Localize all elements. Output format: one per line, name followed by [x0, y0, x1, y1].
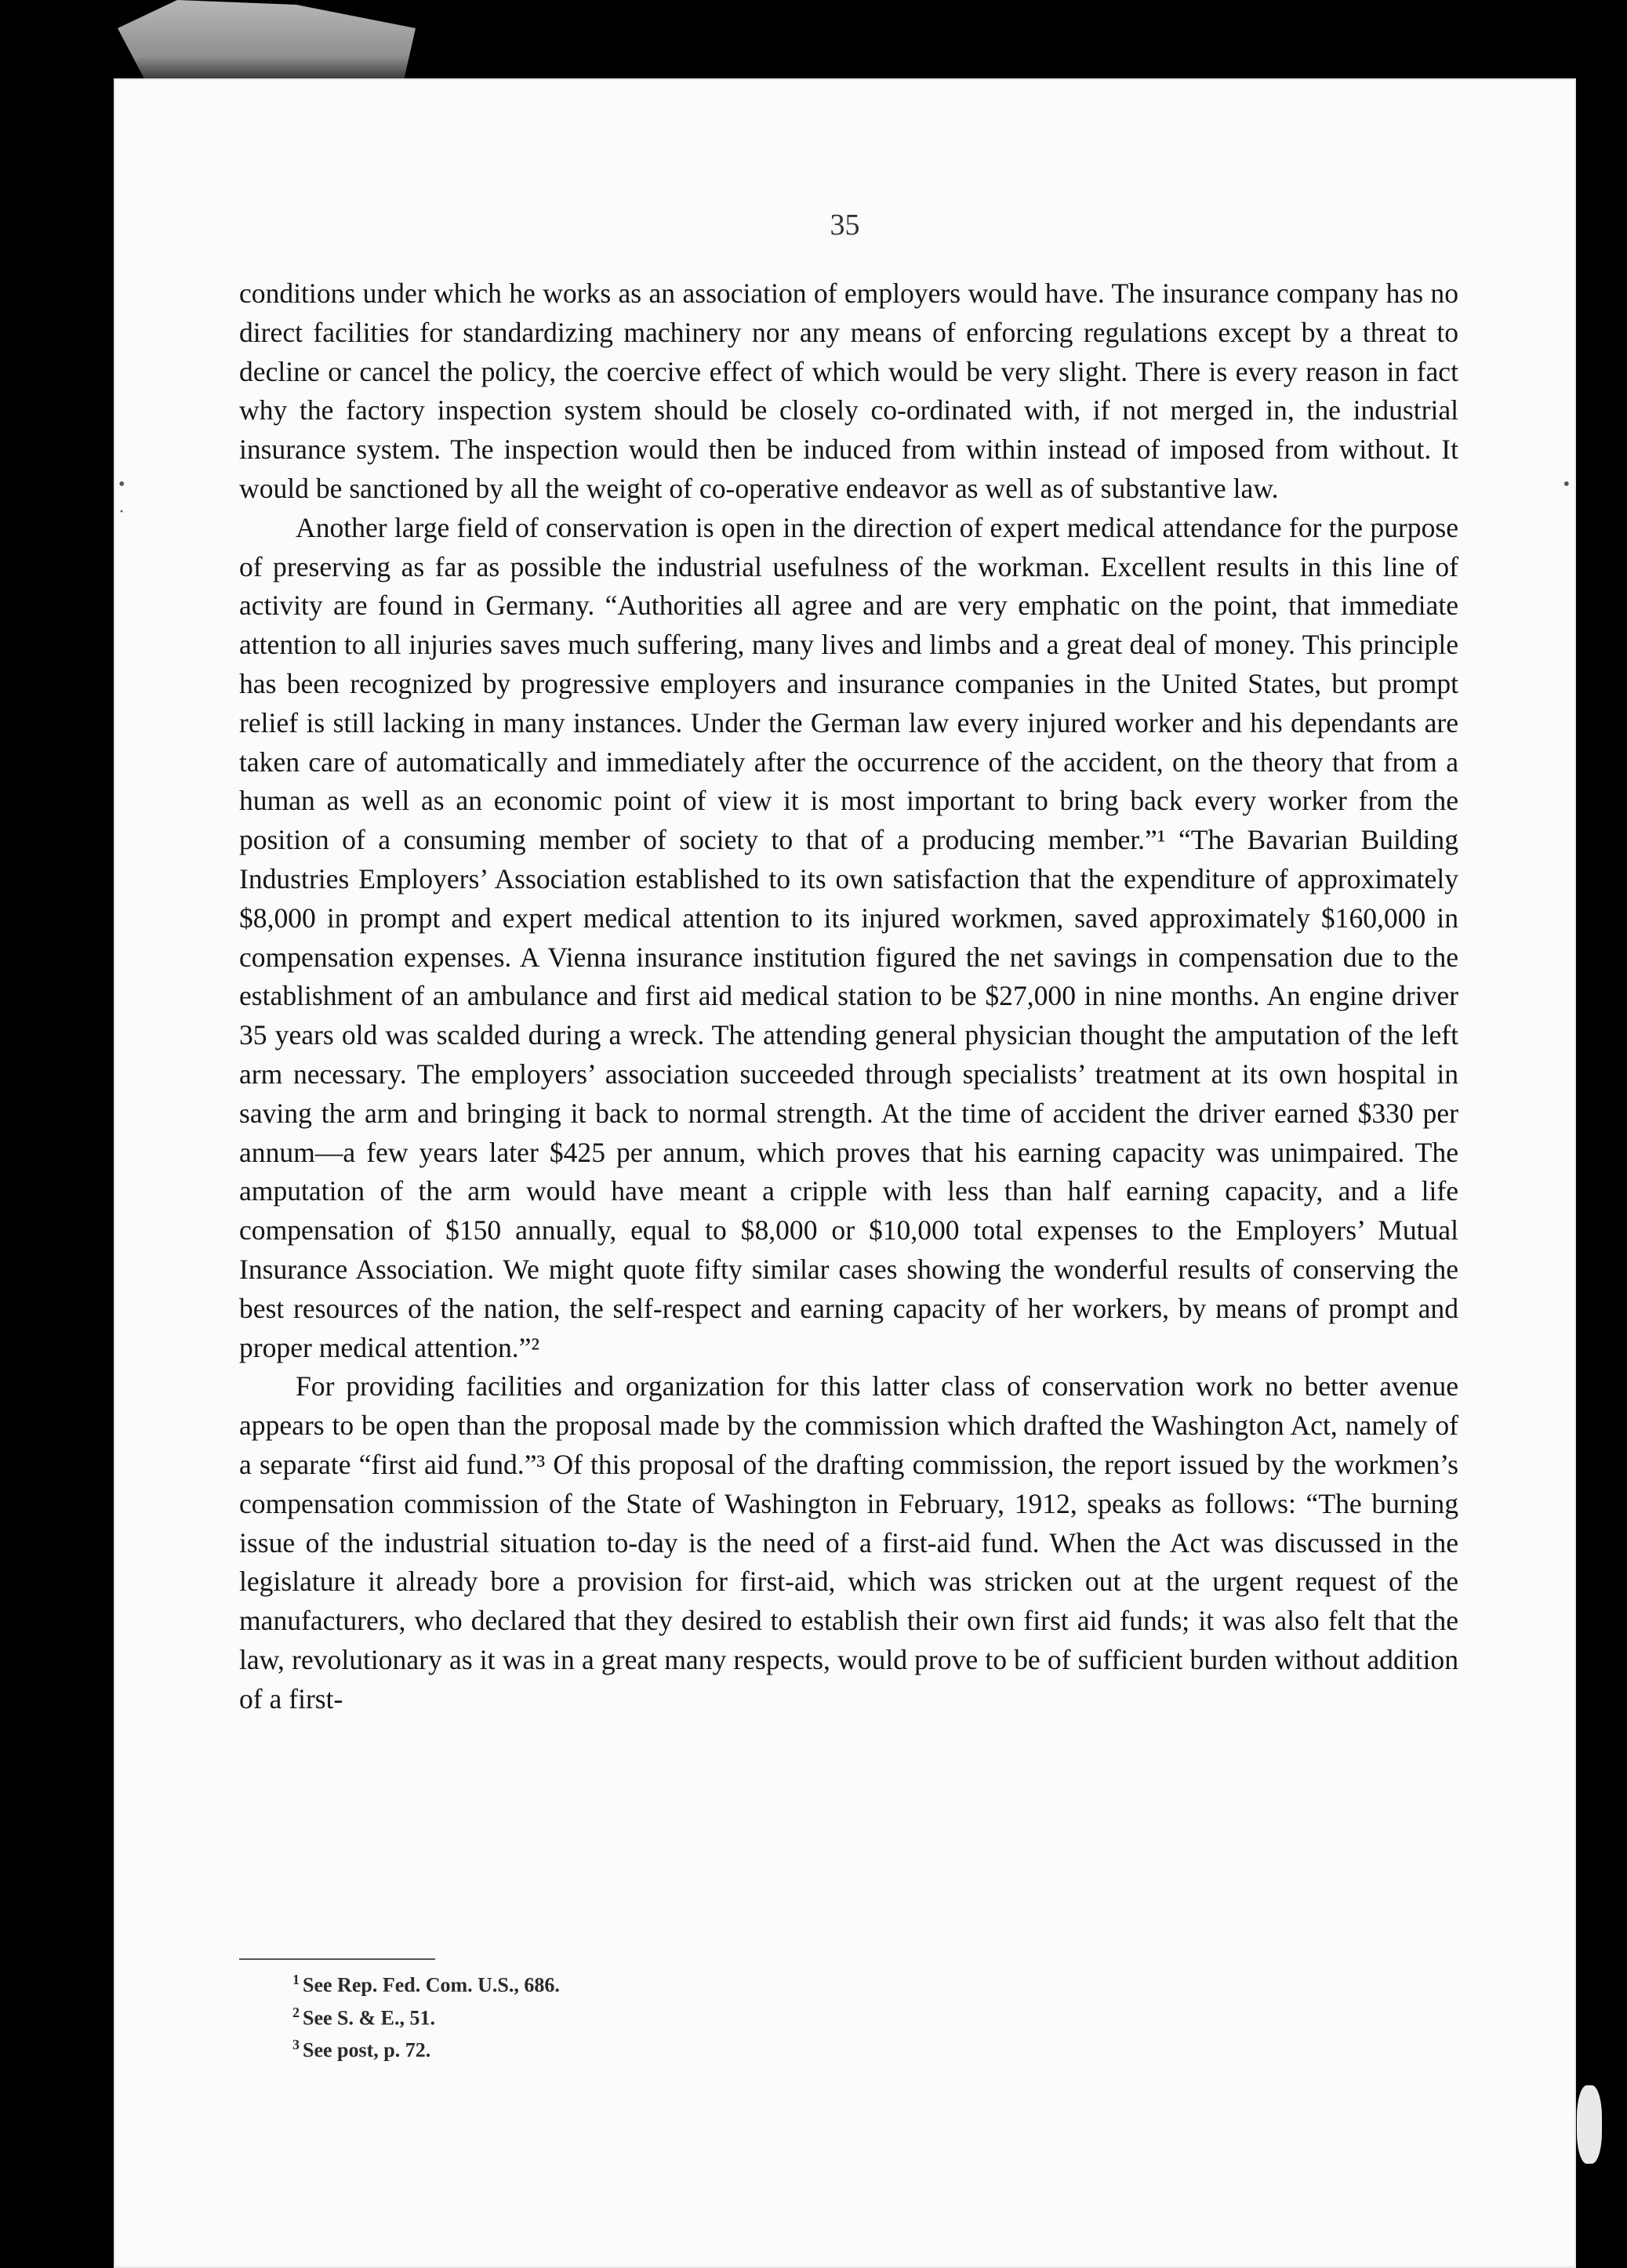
footnote-text: See S. & E., 51.: [303, 2006, 435, 2030]
footnote-1: [292, 1966, 560, 1999]
margin-mark: ·: [118, 502, 125, 522]
footnote-mark: 3: [292, 2037, 300, 2053]
margin-mark: •: [1563, 474, 1570, 495]
footnote-text: See Rep. Fed. Com. U.S., 686.: [303, 1973, 560, 1997]
paragraph-medical-attendance: Another large field of conservation is open in the direction of expert medical attendance for the purpose of preserving as far as possible the industrial usefulness of the workman. Excellent results in this line of activity are found in Germany. “Authorities all agree and are very emphatic on the point, that immediate attention to all injuries saves much suffering, many lives and limbs and a great deal of money. This principle has been recognized by progressive employers and insurance companies in the United States, but prompt relief is still lacking in many instances. Under the German law every injured worker and his dependants are taken care of automatically and immediately after the occurrence of the accident, on the theory that from a human as well as an economic point of view it is most important to bring back every worker from the position of a consuming member of society to that of a producing member.”¹ “The Bavarian Building Industries Employers’ Association established to its own satisfaction that the expenditure of approximately $8,000 in prompt and expert medical attention to its injured workmen, saved approximately $160,000 in compensation expenses. A Vienna insurance institution figured the net savings in compensation due to the establishment of an ambulance and first aid medical station to be $27,000 in nine months. An engine driver 35 years old was scalded during a wreck. The attending general physician thought the amputation of the left arm necessary. The employers’ association succeeded through specialists’ treatment at its own hospital in saving the arm and bringing it back to normal strength. At the time of accident the driver earned $330 per annum—a few years later $425 per annum, which proves that his earning capacity was unimpaired. The amputation of the arm would have meant a cripple with less than half earning capacity, and a life compensation of $150 annually, equal to $8,000 or $10,000 total expenses to the Employers’ Mutual Insurance Association. We might quote fifty similar cases showing the wonderful results of conserving the best resources of the nation, the self-respect and earning capacity of her workers, by means of prompt and proper medical attention.”²: [239, 511, 1458, 1363]
footnote-mark: 1: [292, 1972, 300, 1987]
book-page: [114, 78, 1576, 2268]
paragraph-first-aid-fund: For providing facilities and organization for this latter class of conservation work no better avenue appears to be open than the proposal made by the commission which drafted the Washington Act, namely of a separate “first aid fund.”³ Of this proposal of the drafting commission, the report issued by the workmen’s compensation commission of the State of Washington in February, 1912, speaks as follows: “The burning issue of the industrial situation to-day is the need of a first-aid fund. When the Act was discussed in the legislature it already bore a provision for first-aid, which was stricken out at the urgent request of the manufacturers, who declared that they desired to establish their own first aid funds; it was also felt that the law, revolutionary as it was in a great many respects, would prove to be of sufficient burden without addition of a first-: [239, 1370, 1458, 1715]
footnote-2: [292, 1999, 560, 2032]
body-text: [239, 274, 1458, 1718]
footnote-divider: [239, 1958, 435, 1960]
footnote-3: [292, 2031, 560, 2064]
scan-artifact: [1577, 2085, 1602, 2164]
margin-mark: •: [118, 474, 125, 495]
footnote-text: See post, p. 72.: [303, 2038, 431, 2062]
page-number: 35: [830, 209, 860, 241]
paragraph-continuation: conditions under which he works as an association of employers would have. The insurance company has no direct facilities for standardizing machinery nor any means of enforcing regulations except by a threat to decline or cancel the policy, the coercive effect of which would be very slight. There is every reason in fact why the factory inspection system should be closely co-ordinated with, if not merged in, the industrial insurance system. The inspection would then be induced from within instead of imposed from without. It would be sanctioned by all the weight of co-operative endeavor as well as of substantive law.: [239, 278, 1458, 504]
footnote-mark: 2: [292, 2004, 300, 2020]
footnotes: [292, 1966, 560, 2064]
